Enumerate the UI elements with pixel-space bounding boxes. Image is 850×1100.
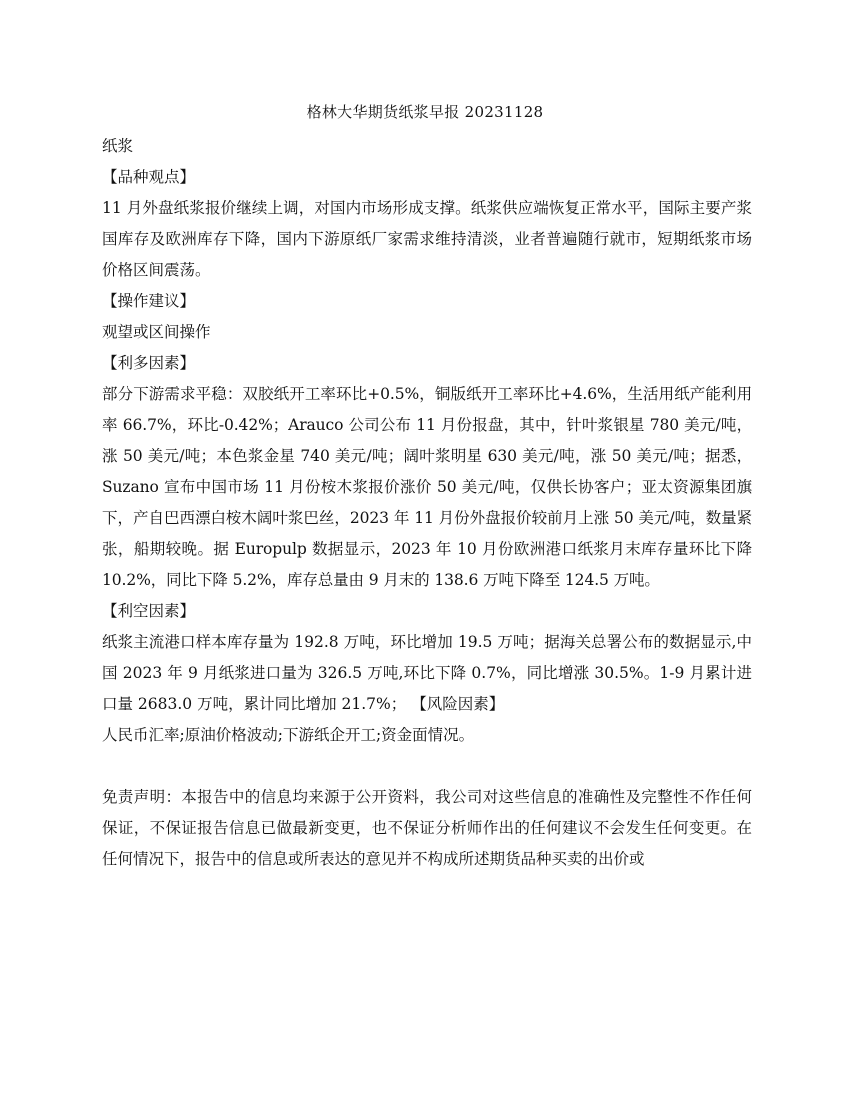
report-title: 格林大华期货纸浆早报 20231128 [306, 103, 544, 121]
advice-heading: 【操作建议】 [102, 292, 196, 310]
report-body [102, 131, 752, 875]
bearish-text: 纸浆主流港口样本库存量为 192.8 万吨，环比增加 19.5 万吨；据海关总署公布的数据显示,中国 2023 年 9 月纸浆进口量为 326.5 万吨,环比下降 0.7%，同比增涨 30.5%。1-9 月累计进口量 2683.0 万吨，累计同比增加 21.7%； [102, 633, 752, 713]
risk-text: 人民币汇率;原油价格波动;下游纸企开工;资金面情况。 [102, 726, 475, 744]
view-text: 11 月外盘纸浆报价继续上调，对国内市场形成支撑。纸浆供应端恢复正常水平，国际主要产浆国库存及欧洲库存下降，国内下游原纸厂家需求维持清淡，业者普遍随行就市，短期纸浆市场价格区间震荡。 [102, 199, 752, 279]
risk-heading: 【风险因素】 [411, 695, 505, 713]
bearish-heading: 【利空因素】 [102, 602, 196, 620]
section-title: 纸浆 [102, 137, 134, 155]
bearish-paragraph [102, 627, 752, 720]
advice-text: 观望或区间操作 [102, 323, 211, 341]
view-heading: 【品种观点】 [102, 168, 196, 186]
spacer [102, 751, 752, 782]
bullish-text: 部分下游需求平稳：双胶纸开工率环比+0.5%，铜版纸开工率环比+4.6%，生活用纸产能利用率 66.7%，环比-0.42%；Arauco 公司公布 11 月份报盘，其中，针叶浆银星 780 美元/吨，涨 50 美元/吨；本色浆金星 740 美元/吨；阔叶浆明星 630 美元/吨，涨 50 美元/吨；据悉，Suzano 宣布中国市场 11 月份桉木浆报价涨价 50 美元/吨，仅供长协客户；亚太资源集团旗下，产自巴西漂白桉木阔叶浆巴丝，2023 年 11 月份外盘报价较前月上涨 50 美元/吨，数量紧张，船期较晚。据 Europulp 数据显示，2023 年 10 月份欧洲港口纸浆月末库存量环比下降 10.2%，同比下降 5.2%，库存总量由 9 月末的 138.6 万吨下降至 124.5 万吨。 [102, 385, 752, 589]
disclaimer-text: 免责声明：本报告中的信息均来源于公开资料，我公司对这些信息的准确性及完整性不作任何保证，不保证报告信息已做最新变更，也不保证分析师作出的任何建议不会发生任何变更。在任何情况下，报告中的信息或所表达的意见并不构成所述期货品种买卖的出价或 [102, 788, 752, 868]
bullish-heading: 【利多因素】 [102, 354, 196, 372]
